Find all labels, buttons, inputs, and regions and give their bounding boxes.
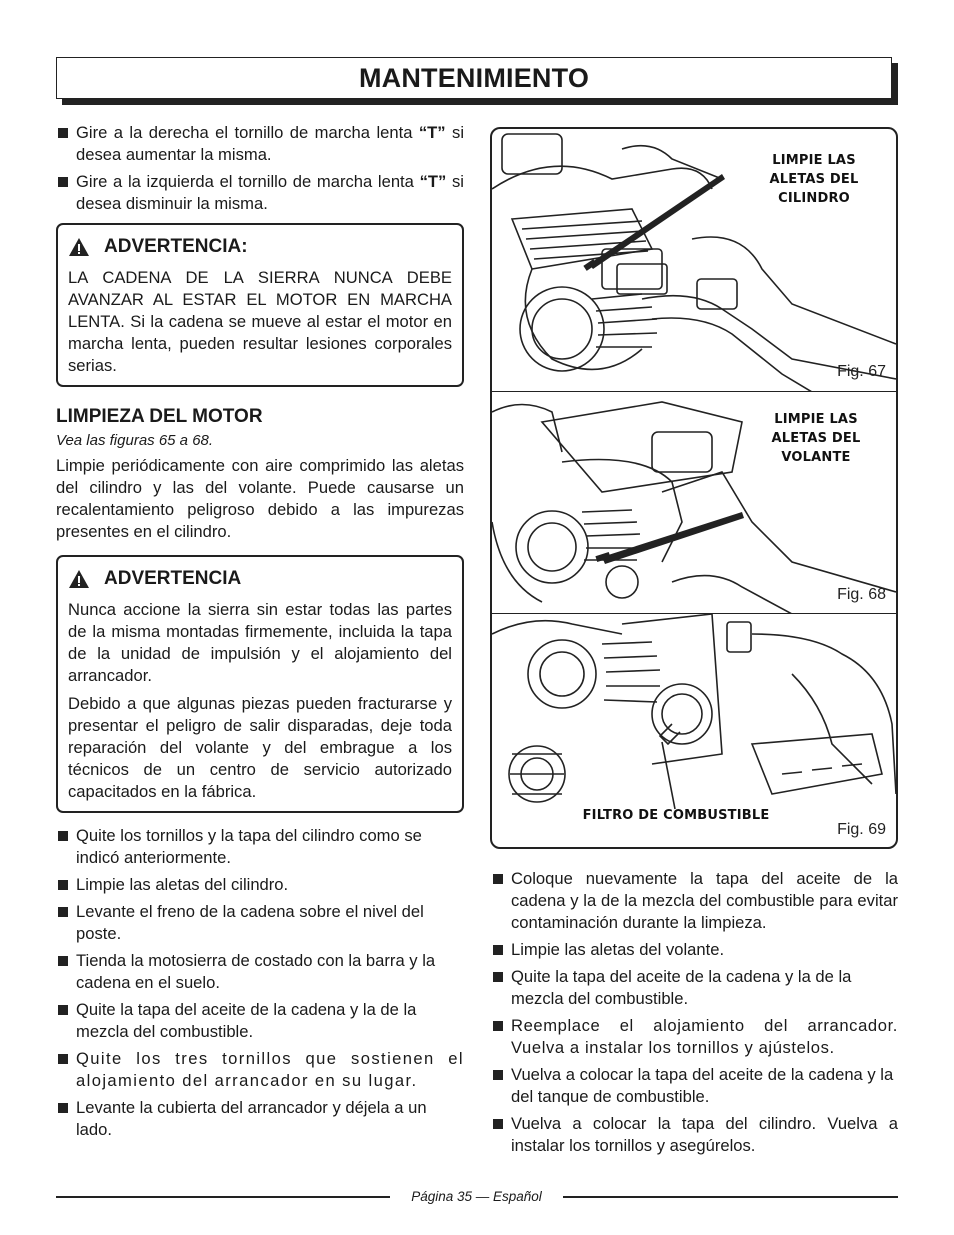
footer-rule [563, 1196, 898, 1198]
procedure-bullet-list [56, 825, 464, 1141]
list-item: Quite la tapa del aceite de la cadena y la de la mezcla del combustible. [56, 999, 464, 1043]
section-title: LIMPIEZA DEL MOTOR [56, 406, 263, 427]
list-item: Quite la tapa del aceite de la cadena y la de la mezcla del combustible. [491, 966, 898, 1010]
page-header [56, 57, 892, 99]
bullet-bold-text: “T” [419, 172, 447, 191]
warning-text: LA CADENA DE LA SIERRA NUNCA DEBE AVANZAR AL ESTAR EL MOTOR EN MARCHA LENTA. Si la cadena se mueve al estar el motor en marcha lenta, pueden resultar lesiones corporales serias. [68, 268, 452, 375]
list-item [56, 171, 464, 215]
page-footer: Página 35 — Español [411, 1189, 542, 1204]
figure-panel [490, 127, 898, 849]
list-item: Coloque nuevamente la tapa del aceite de la cadena y la de la mezcla del combustible para evitar contaminación durante la limpieza. [491, 868, 898, 934]
warning-paragraph: Debido a que algunas piezas pueden fracturarse y presentar el peligro de salir disparadas, deje toda reparación del volante y del embrague a los técnicos de un centro de servicio autorizado capacitados en la fábrica. [68, 694, 452, 801]
bullet-text: Gire a la derecha el tornillo de marcha lenta [76, 123, 419, 142]
warning-triangle-icon [68, 237, 90, 257]
warning-paragraph: Nunca accione la sierra sin estar todas las partes de la misma montadas firmemente, incluida la tapa de la unidad de impulsión y el alojamiento del arrancador. [68, 600, 452, 685]
list-item [56, 122, 464, 166]
list-item: Limpie las aletas del cilindro. [56, 874, 464, 896]
list-item: Quite los tres tornillos que sostienen el alojamiento del arrancador en su lugar. [56, 1048, 464, 1092]
list-item: Tienda la motosierra de costado con la barra y la cadena en el suelo. [56, 950, 464, 994]
warning-box-idle [56, 223, 464, 387]
list-item: Quite los tornillos y la tapa del cilindro como se indicó anteriormente. [56, 825, 464, 869]
figure-label: Fig. 67 [837, 363, 886, 380]
bullet-text: Gire a la izquierda el tornillo de marcha lenta [76, 172, 420, 191]
figure-67 [492, 129, 896, 392]
warning-heading [68, 235, 452, 259]
list-item: Levante la cubierta del arrancador y déjela a un lado. [56, 1097, 464, 1141]
left-column [56, 122, 464, 1146]
list-item: Limpie las aletas del volante. [491, 939, 898, 961]
bullet-text: si desea disminuir la misma. [76, 172, 464, 213]
list-item: Reemplace el alojamiento del arrancador. Vuelva a instalar los tornillos y ajústelos. [491, 1015, 898, 1059]
warning-title: ADVERTENCIA: [104, 236, 248, 257]
footer-rule [56, 1196, 390, 1198]
section-subtitle: Vea las figuras 65 a 68. [56, 432, 214, 449]
list-item: Vuelva a colocar la tapa del cilindro. Vuelva a instalar los tornillos y asegúrelos. [491, 1113, 898, 1157]
list-item: Vuelva a colocar la tapa del aceite de la cadena y la del tanque de combustible. [491, 1064, 898, 1108]
right-column [491, 868, 898, 1162]
figure-callout: LIMPIE LAS ALETAS DEL VOLANTE [771, 412, 861, 465]
intro-bullet-list [56, 122, 464, 215]
warning-heading [68, 567, 452, 591]
bullet-bold-text: “T” [418, 123, 446, 142]
figure-callout: FILTRO DE COMBUSTIBLE [582, 808, 770, 823]
warning-triangle-icon [68, 569, 90, 589]
figure-callout: LIMPIE LAS ALETAS DEL CILINDRO [769, 153, 859, 206]
figure-68 [492, 392, 896, 614]
figure-label: Fig. 68 [837, 586, 886, 603]
warning-text [68, 599, 452, 803]
list-item: Levante el freno de la cadena sobre el nivel del poste. [56, 901, 464, 945]
warning-title: ADVERTENCIA [104, 568, 242, 589]
bullet-text: si desea aumentar la misma. [76, 123, 465, 164]
reassembly-bullet-list [491, 868, 898, 1157]
page-title: MANTENIMIENTO [358, 63, 590, 93]
warning-box-assembly [56, 555, 464, 813]
figure-69 [492, 614, 896, 847]
section-body: Limpie periódicamente con aire comprimido las aletas del cilindro y las del volante. Puede causarse un recalentamiento peligroso debido a las impurezas presentes en el cilindro. [56, 456, 464, 541]
figure-label: Fig. 69 [837, 821, 886, 838]
